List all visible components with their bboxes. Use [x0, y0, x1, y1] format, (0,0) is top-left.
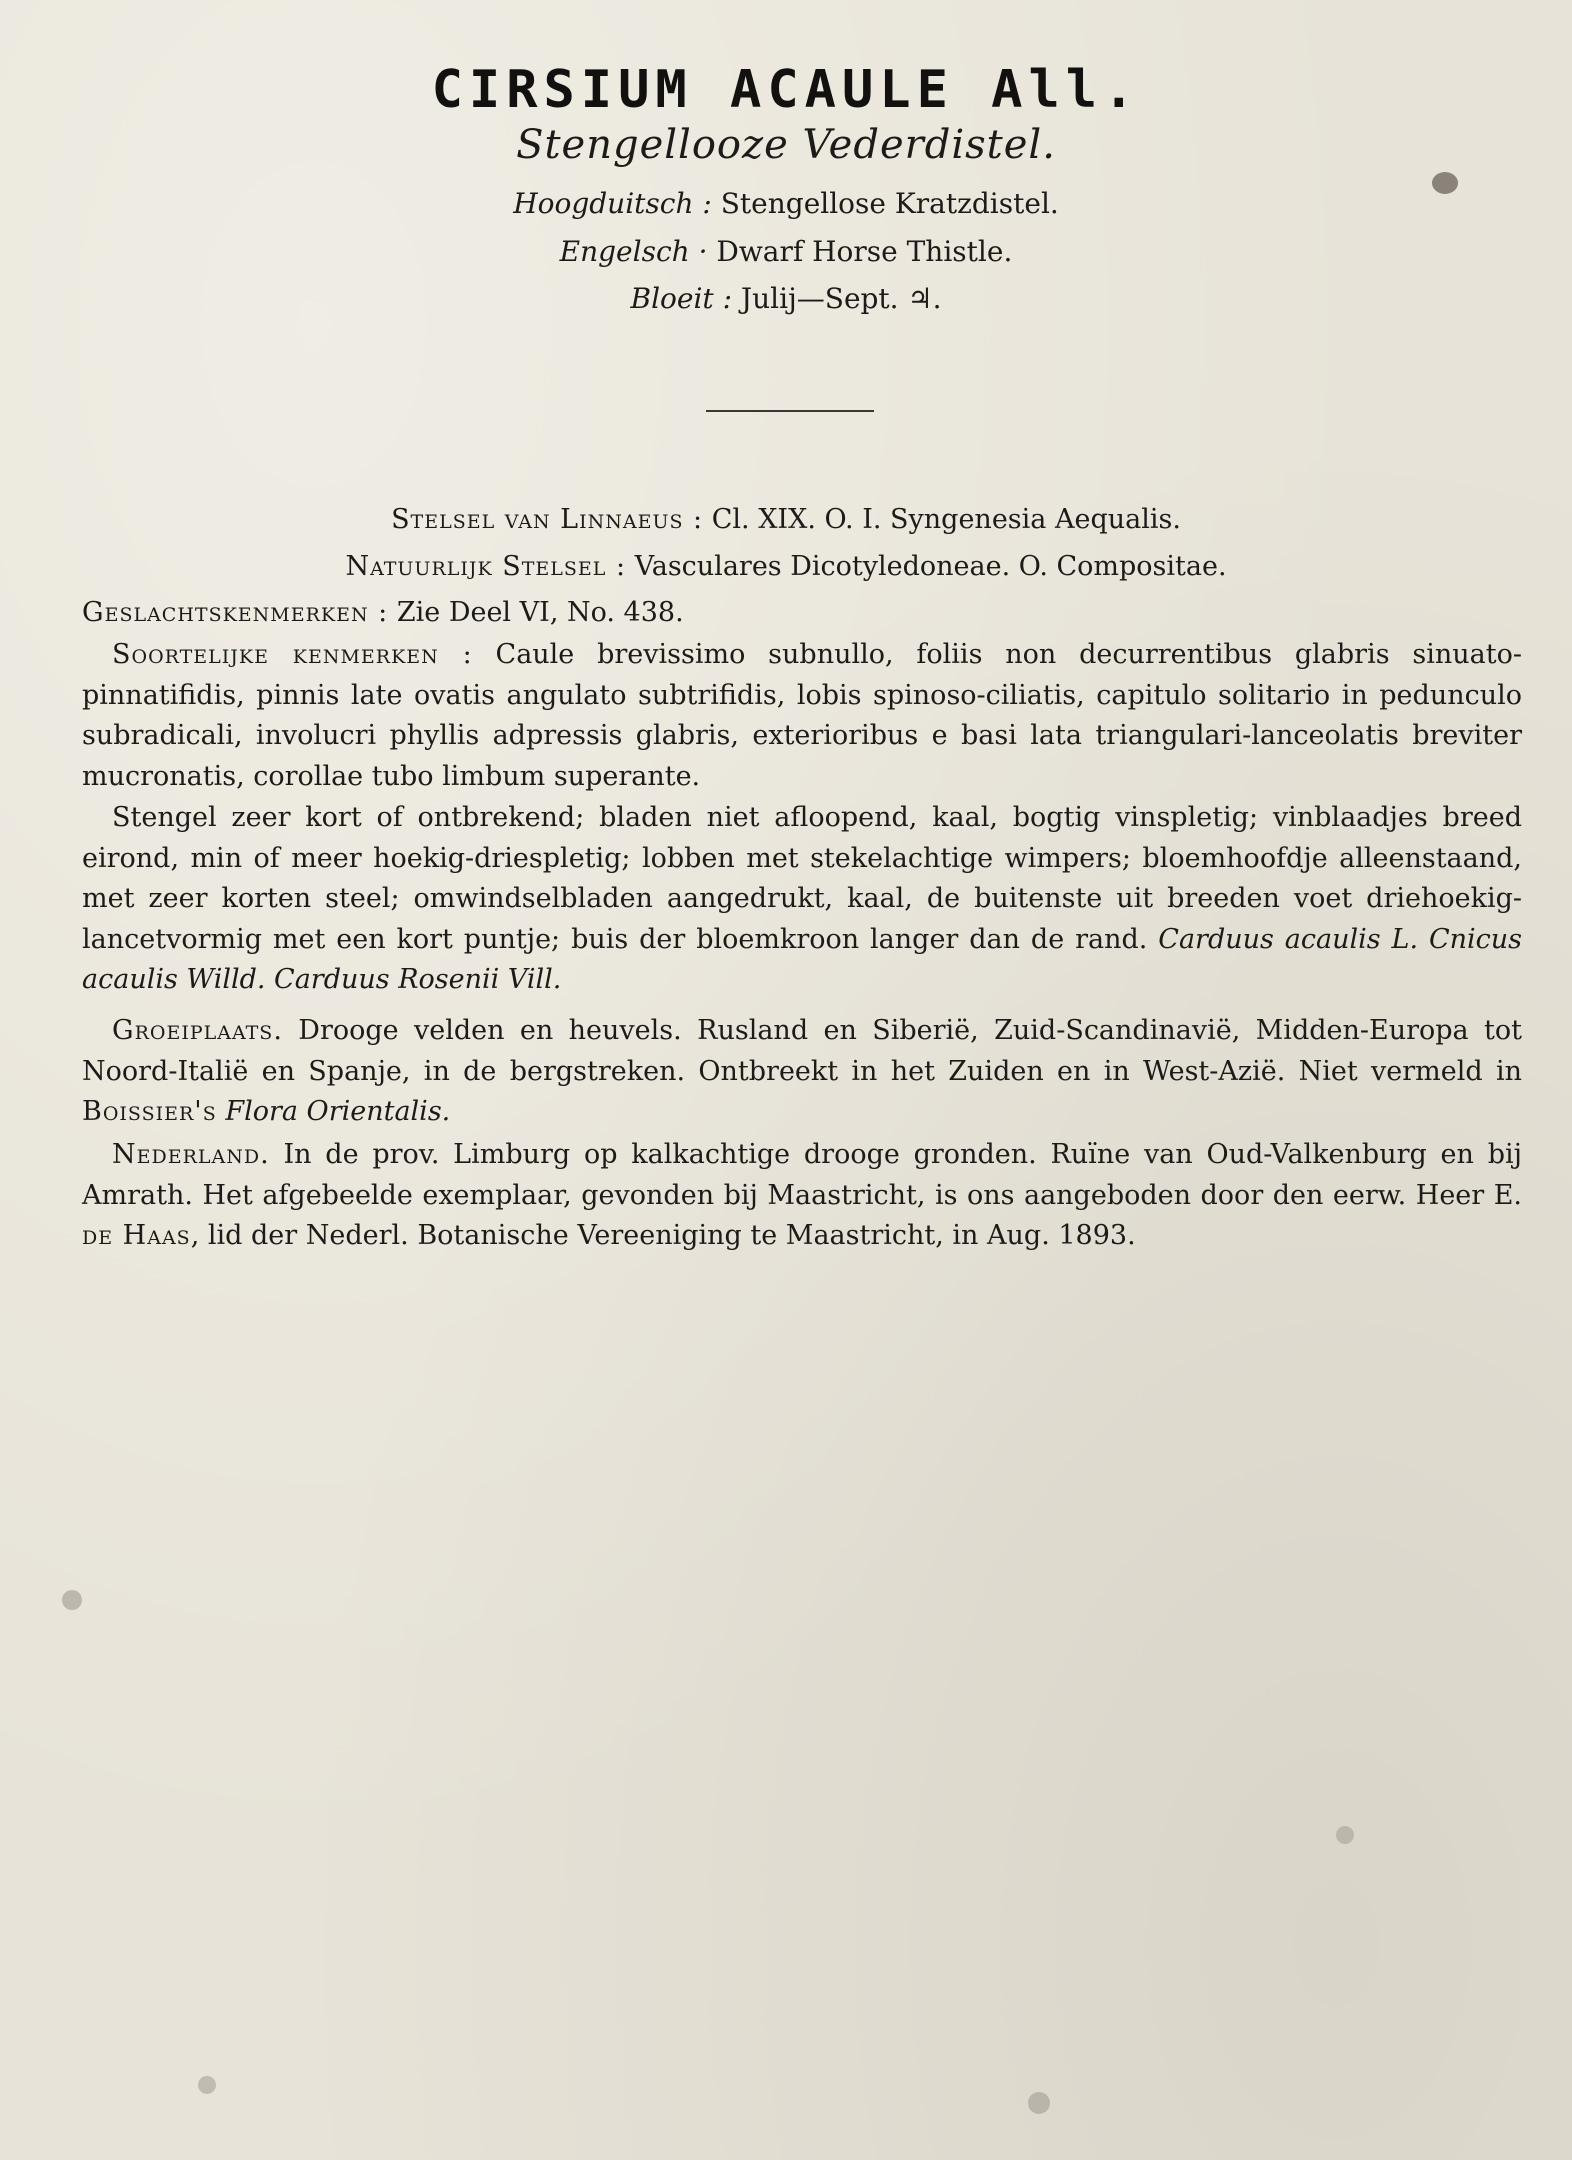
- natural-system-value: Vasculares Dicotyledoneae. O. Compositae.: [634, 551, 1227, 582]
- habitat-label: Groeiplaats.: [112, 1015, 283, 1046]
- species-characters-label: Soortelijke kenmerken :: [112, 639, 473, 670]
- genus-characters-label: Geslachtskenmerken :: [82, 597, 389, 628]
- habitat-text: Drooge velden en heuvels. Rusland en Siberië, Zuid-Scandinavië, Midden-Europa tot Noord-Italië en Spanje, in de bergstreken. Ontbreekt in het Zuiden en in West-Azië. Niet vermeld in: [82, 1015, 1522, 1087]
- paper-speck: [62, 1590, 82, 1610]
- netherlands-label: Nederland.: [112, 1139, 270, 1170]
- german-value: Stengellose Kratzdistel.: [720, 187, 1059, 220]
- species-characters-text: Caule brevissimo subnullo, foliis non decurrentibus glabris sinuato-pinnatifidis, pinnis late ovatis angulato subtrifidis, lobis spinoso-ciliatis, capitulo solitario in pedunculo subradicali, involucri phyllis adpressis glabris, exterioribus e basi lata triangulari-lanceolatis breviter mucronatis, corollae tubo limbum superante.: [82, 639, 1522, 792]
- netherlands-person: de Haas: [82, 1220, 191, 1251]
- dutch-name: Stengellooze Vederdistel.: [516, 122, 1056, 168]
- species-characters-paragraph: [82, 635, 1522, 797]
- german-name-line: [0, 187, 1572, 220]
- english-value: Dwarf Horse Thistle.: [716, 235, 1013, 268]
- paper-speck: [1028, 2092, 1050, 2114]
- netherlands-text: In de prov. Limburg op kalkachtige drooge gronden. Ruïne van Oud-Valkenburg en bij Amrath. Het afgebeelde exemplaar, gevonden bij Maastricht, is ons aangeboden door den eerw. Heer E.: [82, 1139, 1522, 1211]
- english-name-line: [0, 235, 1572, 268]
- genus-characters-paragraph: [82, 593, 1522, 634]
- flowering-line: [0, 282, 1572, 315]
- flowering-label: Bloeit :: [630, 282, 732, 315]
- netherlands-text-end: , lid der Nederl. Botanische Vereeniging te Maastricht, in Aug. 1893.: [190, 1220, 1136, 1251]
- flowering-value: Julij—Sept. ♃.: [740, 282, 942, 315]
- paper-speck: [1336, 1826, 1354, 1844]
- description-text: Stengel zeer kort of ontbrekend; bladen niet afloopend, kaal, bogtig vinspletig; vinblaadjes breed eirond, min of meer hoekig-driespletig; lobben met stekelachtige wimpers; bloemhoofdje alleenstaand, met zeer korten steel; omwindselbladen aangedrukt, kaal, de buitenste uit breeden voet driehoekig-lancetvormig met een kort puntje; buis der bloemkroon langer dan de rand.: [82, 802, 1522, 955]
- genus-characters-text: Zie Deel VI, No. 438.: [396, 597, 684, 628]
- natural-system-label: Natuurlijk Stelsel :: [345, 551, 627, 582]
- german-label: Hoogduitsch :: [513, 187, 712, 220]
- linnaeus-system-line: [0, 504, 1572, 535]
- habitat-paragraph: [82, 1011, 1522, 1133]
- english-label: Engelsch ·: [559, 235, 708, 268]
- linnaeus-label: Stelsel van Linnaeus :: [391, 504, 704, 535]
- page-title: CIRSIUM ACAULE All.: [431, 60, 1141, 120]
- linnaeus-value: Cl. XIX. O. I. Syngenesia Aequalis.: [711, 504, 1181, 535]
- habitat-work: Flora Orientalis.: [225, 1096, 451, 1127]
- netherlands-paragraph: [82, 1135, 1522, 1257]
- synonyms-text: Carduus acaulis L. Cnicus acaulis Willd. Carduus Rosenii Vill.: [82, 923, 1522, 995]
- paper-speck: [198, 2076, 216, 2094]
- description-paragraph: [82, 798, 1522, 1001]
- divider-rule: [706, 410, 874, 412]
- paper-speck: [1432, 172, 1458, 194]
- natural-system-line: [0, 551, 1572, 582]
- habitat-author: Boissier's: [82, 1096, 217, 1127]
